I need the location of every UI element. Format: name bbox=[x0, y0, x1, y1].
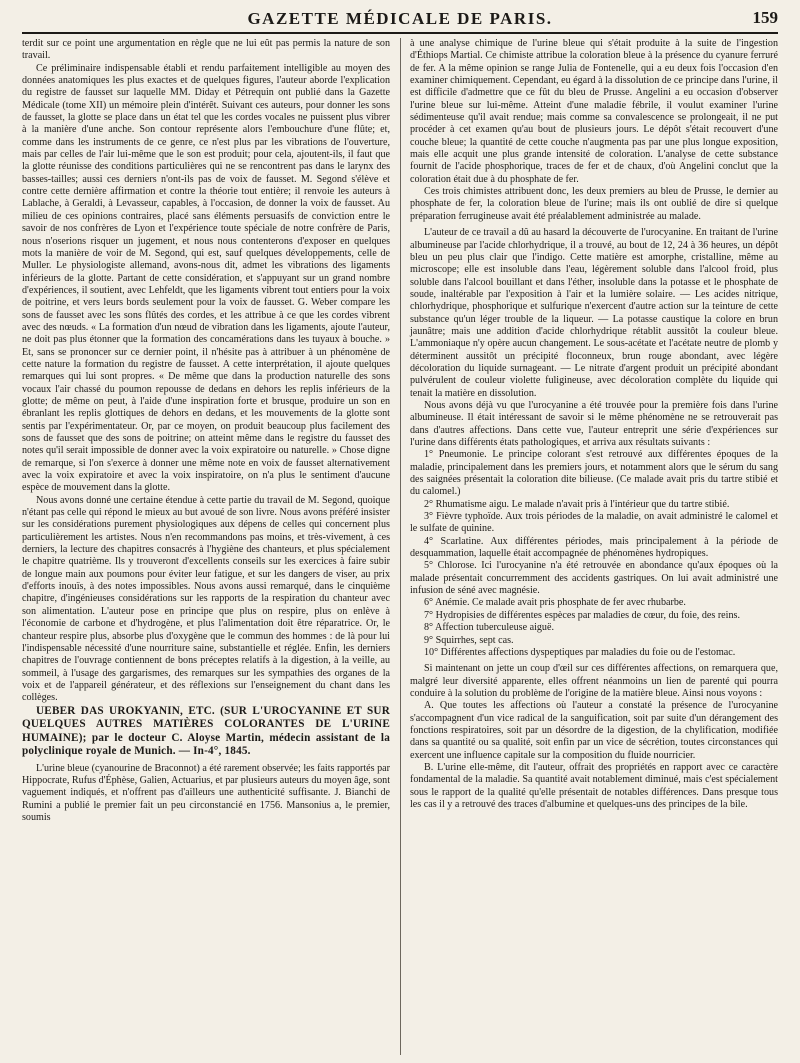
paragraph: terdit sur ce point une argumentation en règle que ne lui eût pas permis la nature de son travail. bbox=[22, 38, 390, 62]
result-item: 3° Fièvre typhoïde. Aux trois périodes de la maladie, on avait administré le calomel et le sulfate de quinine. bbox=[410, 511, 778, 535]
review-heading: UEBER DAS UROKYANIN, ETC. (SUR L'UROCYANINE ET SUR QUELQUES AUTRES MATIÈRES COLORANTES DE L'URINE HUMAINE); par le docteur C. Aloyse Martin, médecin assistant de la polyclinique royale de Munich. — In-4°, 1845. bbox=[22, 704, 390, 758]
page-number: 159 bbox=[752, 8, 778, 27]
paragraph: L'auteur de ce travail a dû au hasard la découverte de l'urocyanine. En traitant de l'urine albumineuse par l'acide chlorhydrique, il a trouvé, au bout de 12, 24 à 36 heures, un dépôt bleu un peu plus clair que l'indigo. Cette matière est amorphe, cristalline, même au microscope; elle est insoluble dans l'eau, légèrement soluble dans l'alcool froid, plus soluble dans l'alcool bouillant et dans l'éther, insoluble dans la potasse et le phosphate de soude, inaltérable par l'exposition à l'air et la lumière solaire. — Les acides nitrique, chlorhydrique, phosphorique et sulfurique n'exercent d'autre action sur la teinture de cette substance qu'un léger trouble de la liqueur. — La potasse caustique la colore en brun jaunâtre; mais une addition d'acide chlorhydrique rétablit aussitôt la couleur bleue. L'ammoniaque n'y opère aucun changement. Le sous-acétate et l'acétate neutre de plomb y déterminent aussitôt un précipité floconneux, brun rouge abondant, avec légère décoloration du liquide surnageant. — Le nitrate d'argent produit un précipité abondant pulvérulent de couleur violette fuligineuse, avec décoloration complète du liquide qui tenait la matière en dissolution. bbox=[410, 227, 778, 399]
paragraph: Si maintenant on jette un coup d'œil sur ces différentes affections, on remarquera que, malgré leur diversité apparente, elles offrent néanmoins un lien de parenté qui pourra conduire à la solution du problème de l'origine de la matière bleue. Ainsi nous voyons : bbox=[410, 663, 778, 699]
result-item: 7° Hydropisies de différentes espèces par maladies de cœur, du foie, des reins. bbox=[424, 609, 740, 621]
result-item: 9° Squirrhes, sept cas. bbox=[424, 634, 514, 646]
paragraph: Nous avons donné une certaine étendue à cette partie du travail de M. Segond, quoique n'étant pas celle qui répond le mieux au but avoué de son livre. Nous avons préféré insister sur les considérations purement physiologiques aux dépens de celles qui concernent plus particulièrement les artistes. Nous n'en recommandons pas moins, et très-vivement, à ces derniers, la lecture des chapitres consacrés à l'hygiène des chanteurs, et plus spécialement le chapitre quatrième. Ils y trouveront d'excellents conseils sur les exercices à faire subir de longue main aux poumons pour éviter leur fatigue, et sur les dangers de viser, au prix d'efforts inouïs, à des notes impossibles. Nous avons aussi remarqué, dans le cinquième chapitre, d'ingénieuses considérations sur les rapports de la respiration du chanteur avec son alimentation. L'auteur pose en principe que plus on respire, plus on enlève à l'économie de carbone et d'hydrogène, et plus l'alimentation doit être réparatrice. Or, le chanteur respire plus, absorbe plus d'oxygène que le commun des hommes : de là pour lui l'indispensable nécessité d'une nourriture saine, substantielle et réglée. Enfin, les derniers chapitres de l'ouvrage contiennent de bons préceptes relatifs à la digestion, à la veille, au sommeil, à l'usage des gargarismes, des remarques sur les sympathies des organes de la voix et de l'appareil générateur, et des réflexions sur l'enseignement du chant dans les collèges. bbox=[22, 494, 390, 704]
result-item: 10° Différentes affections dyspeptiques par maladies du foie ou de l'estomac. bbox=[424, 646, 736, 658]
paragraph: L'urine bleue (cyanourine de Braconnot) a été rarement observée; les faits rapportés par Hippocrate, Rufus d'Éphèse, Galien, Actuarius, et par plusieurs auteurs du moyen âge, sont vaguement indiqués, et n'offrent pas d'ailleurs une authenticité suffisante. J. Bianchi de Rumini a publié le premier fait un peu circonstancié en 1756. Mansonius a, le premier, soumis bbox=[22, 762, 390, 823]
paragraph: Nous avons déjà vu que l'urocyanine a été trouvée pour la première fois dans l'urine albumineuse. Il était intéressant de savoir si le même phénomène ne se retrouverait pas dans d'autres affections. Dans cette vue, l'auteur entreprit une série d'expériences sur l'urine dans différents états pathologiques, et arriva aux résultats suivants : bbox=[410, 399, 778, 448]
left-column bbox=[22, 38, 390, 1055]
result-item: 6° Anémie. Ce malade avait pris phosphate de fer avec rhubarbe. bbox=[424, 597, 686, 609]
result-item: 1° Pneumonie. Le principe colorant s'est retrouvé aux différentes époques de la maladie, principalement dans les premiers jours, et notamment alors que le sérum du sang des saignées présentait la coloration dite bilieuse. (Ce malade avait pris du tartre stibié et du calomel.) bbox=[410, 449, 778, 498]
page-header bbox=[22, 6, 778, 34]
result-item: 8° Affection tuberculeuse aiguë. bbox=[424, 622, 554, 634]
paragraph: Ce préliminaire indispensable établi et rendu parfaitement intelligible au moyen des données anatomiques les plus exactes et de quelques figures, l'auteur aborde l'explication du registre de fausset sur laquelle MM. Diday et Pétrequin ont publié dans la Gazette Médicale (tome XII) un mémoire plein d'intérêt. Suivant ces auteurs, pour donner les sons de fausset, la glotte se place dans un état tel que les cordes vocales ne puissent plus vibrer à la manière d'une anche. Son contour représente alors l'embouchure d'une flûte; et, comme dans les instruments de ce genre, ce n'est plus par les vibrations de l'ouverture, mais par celles de l'air lui-même que le son est produit; pour cela, ajoutent-ils, il faut que la glotte réunisse des conditions particulières qui ne se rencontrent pas dans le larynx des basses-tailles; aussi ces derniers n'ont-ils pas de voix de fausset. M. Segond s'élève et contre cette dernière affirmation et contre la théorie tout entière; il renvoie les auteurs à Lablache, à Geraldi, à Levasseur, capables, à l'occasion, de donner la voix de fausset. Au milieu de ces opinions contraires, placé sans éléments persuasifs de conviction entre le savoir de nos confrères de Lyon et l'expérience toute spéciale de notre confrère de Paris, nous n'oserions risquer un jugement, et nous nous contenterons d'exposer en quelques mots la manière de voir de M. Segond, qui est, sauf quelques développements, celle de Muller. Le physiologiste allemand, avons-nous dit, admet les vibrations des ligaments inférieurs de la glotte. Partant de cette considération, et s'appuyant sur un grand nombre d'expériences, il soutient, avec Lehfeldt, que les ligaments vibrent tout entiers pour la voix de poitrine, et vers leurs bords seulement pour la voix de fausset. G. Weber compare les sons de fausset avec les sons flûtés des cordes, et les attribue à ce que les cordes vibrent avec des nœuds. « La formation d'un nœud de vibration dans les ligaments, ajoute l'auteur, ne doit pas plus étonner que la formation des concamérations dans les tuyaux à bouche. » Et, sans se prononcer sur ce dernier point, il n'hésite pas à attribuer à un phénomène de cette nature la formation du registre de fausset. A cette interprétation, il ajoute quelques remarques qui lui sont propres. « De même que dans la production naturelle des sons vocaux l'air chassé du poumon repousse de dedans en dehors les replis inférieurs de la glotte; de même on peut, à l'aide d'une inspiration forte et brusque, produire un son en ébranlant les replis glottiques de dehors en dedans, et les mouvements de la glotte sont sentis par l'expérimentateur. Or, par ce moyen, on produit beaucoup plus facilement des sons de fausset que des sons de poitrine; on atteint même dans le registre du fausset des notes qu'il serait impossible de donner avec la voix expiratoire ou naturelle. » Chose digne de remarque, si l'on s'exerce à donner une même note en voix de fausset alternativement avec la voix expiratoire et avec la voix inspiratoire, on n'a plus le sentiment d'aucune espèce de mouvement dans la glotte. bbox=[22, 62, 390, 494]
paragraph: A. Que toutes les affections où l'auteur a constaté la présence de l'urocyanine s'accompagnent d'un vice radical de la sanguification, soit par suite d'un dérangement des fonctions respiratoires, soit par un désordre de la digestion, de la chylification, modifiée dans sa quantité ou sa qualité, soit enfin par un vice de sécrétion, toutes circonstances qui exercent une influence capitale sur la composition du fluide nourricier. bbox=[410, 700, 778, 761]
journal-title: GAZETTE MÉDICALE DE PARIS. bbox=[247, 9, 553, 28]
result-item: 4° Scarlatine. Aux différentes périodes, mais principalement à la période de desquammation, laquelle était accompagnée de phénomènes hydropiques. bbox=[410, 535, 778, 560]
paragraph: Ces trois chimistes attribuent donc, les deux premiers au bleu de Prusse, le dernier au phosphate de fer, la coloration bleue de l'urine; mais ils ont oublié de dire si quelque préparation ferrugineuse avait été préalablement administrée au malade. bbox=[410, 186, 778, 222]
text-columns bbox=[22, 38, 778, 1055]
result-item: 5° Chlorose. Ici l'urocyanine n'a été retrouvée en abondance qu'aux époques où la malade présentait concurremment des accidents gastriques. On lui avait administré une infusion de séné avec magnésie. bbox=[410, 560, 778, 597]
paragraph: à une analyse chimique de l'urine bleue qui s'était produite à la suite de l'ingestion d'Éthiops Martial. Ce chimiste attribue la coloration bleue à la présence du cyanure ferruré de fer. A la même opinion se range Julia de Fontenelle, qui a eu deux fois l'occasion d'en examiner chimiquement. Cependant, eu égard à la dissolution de ce principe dans l'urine, il est difficile d'admettre que ce fût du bleu de Prusse. Angelini a eu occasion d'observer l'urine bleue sur lui-même. Atteint d'une maladie fébrile, il voulut examiner l'urine sédimenteuse qu'il avait rendue; mais comme sa convalescence se prolongeait, il ne put procéder à cet examen qu'au bout de plusieurs jours. Le dépôt s'était recouvert d'une couche bleue; la quantité de cette couche n'augmenta pas par une plus longue exposition, mais elle acquit une plus grande intensité de coloration. L'analyse de cette substance fournit de l'acide phosphorique, traces de fer et de chaux, d'où Angelini conclut que la coloration était due à du phosphate de fer. bbox=[410, 38, 778, 185]
paragraph: B. L'urine elle-même, dit l'auteur, offrait des propriétés en rapport avec ce caractère fondamental de la maladie. Sa quantité avait notablement diminué, mais c'est spécialement sous le rapport de la qualité qu'elle présentait de notables différences. Dans presque tous les cas il y a retrouvé des traces d'albumine et quelques-uns des principes de la bile. bbox=[410, 761, 778, 810]
right-column bbox=[400, 38, 778, 1055]
result-item: 2° Rhumatisme aigu. Le malade n'avait pris à l'intérieur que du tartre stibié. bbox=[424, 498, 730, 510]
